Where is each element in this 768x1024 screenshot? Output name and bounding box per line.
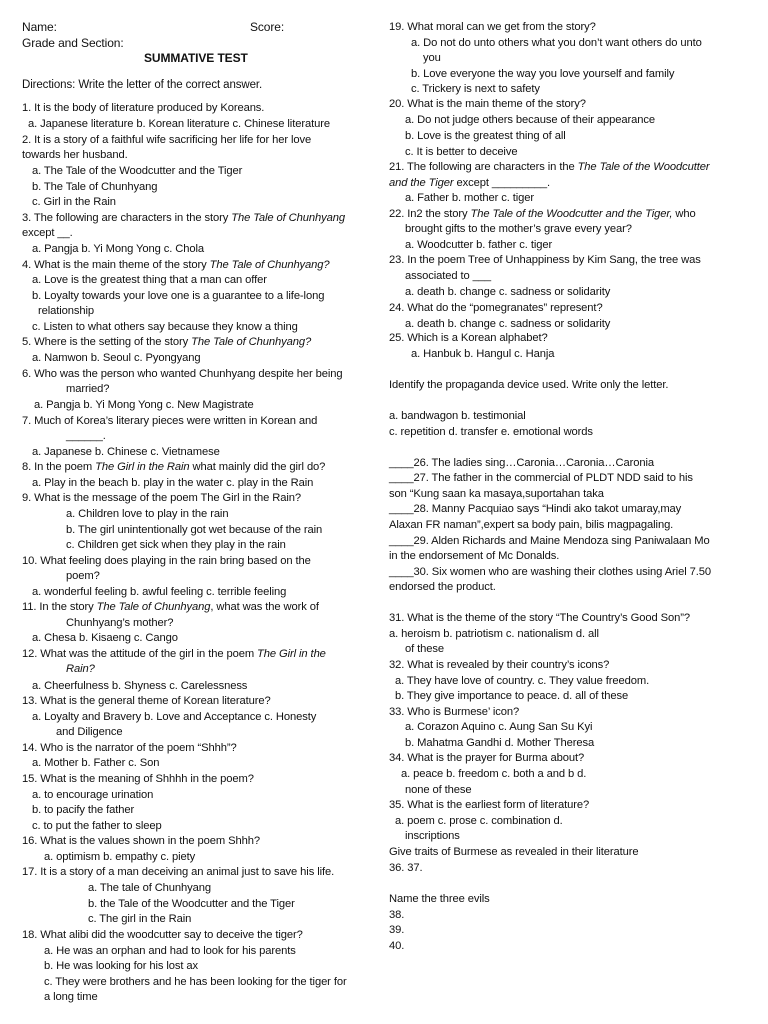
- question-line: b. He was looking for his lost ax: [44, 960, 199, 972]
- question-line: ____28. Manny Pacquiao says “Hindi ako takot umaray,may: [389, 503, 682, 515]
- question-line: 35. What is the earliest form of literature?: [389, 799, 590, 811]
- question-line: a. optimism b. empathy c. piety: [44, 851, 196, 863]
- question-line: c. The girl in the Rain: [88, 913, 192, 925]
- question-line: 3. The following are characters in the story The Tale of Chunhyang: [22, 212, 346, 224]
- question-line: 31. What is the theme of the story “The Country’s Good Son”?: [389, 612, 690, 624]
- question-line: 4. What is the main theme of the story The Tale of Chunhyang?: [22, 259, 330, 271]
- question-line: Identify the propaganda device used. Write only the letter.: [389, 379, 669, 391]
- question-line: 39.: [389, 924, 405, 936]
- page-title: SUMMATIVE TEST: [144, 51, 248, 65]
- question-line: 17. It is a story of a man deceiving an animal just to save his life.: [22, 866, 335, 878]
- question-line: a. peace b. freedom c. both a and b d.: [401, 768, 587, 780]
- question-line: a. Pangja b. Yi Mong Yong c. Chola: [32, 243, 204, 255]
- question-line: poem?: [66, 570, 100, 582]
- question-line: ____27. The father in the commercial of PLDT NDD said to his: [389, 472, 693, 484]
- question-line: a. death b. change c. sadness or solidarity: [405, 286, 611, 298]
- question-line: 5. Where is the setting of the story The Tale of Chunhyang?: [22, 336, 312, 348]
- question-line: b. Mahatma Gandhi d. Mother Theresa: [405, 737, 595, 749]
- question-line: ____26. The ladies sing…Caronia…Caronia…Caronia: [389, 457, 654, 469]
- question-line: a. bandwagon b. testimonial: [389, 410, 526, 422]
- question-line: a. Children love to play in the rain: [66, 508, 229, 520]
- question-line: 15. What is the meaning of Shhhh in the poem?: [22, 773, 254, 785]
- question-line: a. Japanese literature b. Korean literature c. Chinese literature: [28, 118, 330, 130]
- question-line: b. Love is the greatest thing of all: [405, 130, 566, 142]
- question-line: 10. What feeling does playing in the rain bring based on the: [22, 555, 311, 567]
- question-line: b. the Tale of the Woodcutter and the Tiger: [88, 898, 295, 910]
- question-line: c. They were brothers and he has been looking for the tiger for: [44, 976, 347, 988]
- question-line: a. He was an orphan and had to look for his parents: [44, 945, 296, 957]
- question-line: 24. What do the “pomegranates” represent?: [389, 302, 603, 314]
- question-line: 2. It is a story of a faithful wife sacrificing her life for her love: [22, 134, 312, 146]
- question-line: 19. What moral can we get from the story?: [389, 21, 596, 33]
- question-line: a. Cheerfulness b. Shyness c. Carelessness: [32, 680, 248, 692]
- question-line: c. Girl in the Rain: [32, 196, 116, 208]
- question-line: 11. In the story The Tale of Chunhyang, what was the work of: [22, 601, 319, 613]
- question-line: a. Hanbuk b. Hangul c. Hanja: [411, 348, 555, 360]
- question-line: a. Do not judge others because of their appearance: [405, 114, 656, 126]
- question-line: c. It is better to deceive: [405, 146, 518, 158]
- question-line: 20. What is the main theme of the story?: [389, 98, 586, 110]
- directions: Directions: Write the letter of the correct answer.: [22, 79, 263, 91]
- question-line: a. Loyalty and Bravery b. Love and Acceptance c. Honesty: [32, 711, 317, 723]
- question-line: a. Play in the beach b. play in the water c. play in the Rain: [32, 477, 314, 489]
- question-line: a. Do not do unto others what you don’t want others do unto: [411, 37, 702, 49]
- question-line: 33. Who is Burmese’ icon?: [389, 706, 520, 718]
- score-label: Score:: [250, 20, 285, 34]
- question-line: a. Pangja b. Yi Mong Yong c. New Magistrate: [34, 399, 254, 411]
- question-line: 12. What was the attitude of the girl in the poem The Girl in the: [22, 648, 326, 660]
- question-line: in the endorsement of Mc Donalds.: [389, 550, 560, 562]
- question-line: c. repetition d. transfer e. emotional words: [389, 426, 593, 438]
- question-line: Rain?: [66, 663, 95, 675]
- question-line: Alaxan FR naman”,expert sa body pain, bilis magpagaling.: [389, 519, 674, 531]
- question-line: b. The Tale of Chunhyang: [32, 181, 158, 193]
- question-line: married?: [66, 383, 110, 395]
- question-line: 40.: [389, 940, 405, 952]
- question-line: 13. What is the general theme of Korean literature?: [22, 695, 271, 707]
- question-line: a. poem c. prose c. combination d.: [395, 815, 563, 827]
- question-line: a. Father b. mother c. tiger: [405, 192, 535, 204]
- question-line: brought gifts to the mother’s grave every year?: [405, 223, 632, 235]
- question-line: 34. What is the prayer for Burma about?: [389, 752, 585, 764]
- question-line: 7. Much of Korea’s literary pieces were written in Korean and: [22, 415, 318, 427]
- question-line: a. Namwon b. Seoul c. Pyongyang: [32, 352, 201, 364]
- question-line: except __.: [22, 227, 73, 239]
- question-line: Give traits of Burmese as revealed in their literature: [389, 846, 639, 858]
- question-line: none of these: [405, 784, 472, 796]
- question-line: and the Tiger except _________.: [389, 177, 551, 189]
- question-line: a. The Tale of the Woodcutter and the Tiger: [32, 165, 243, 177]
- question-line: a. Japanese b. Chinese c. Vietnamese: [32, 446, 220, 458]
- question-line: a. Woodcutter b. father c. tiger: [405, 239, 553, 251]
- question-line: Name the three evils: [389, 893, 490, 905]
- question-line: 8. In the poem The Girl in the Rain what mainly did the girl do?: [22, 461, 326, 473]
- question-line: 1. It is the body of literature produced by Koreans.: [22, 102, 265, 114]
- question-line: you: [423, 52, 441, 64]
- question-line: a. Mother b. Father c. Son: [32, 757, 160, 769]
- question-line: and Diligence: [56, 726, 123, 738]
- question-line: b. The girl unintentionally got wet because of the rain: [66, 524, 323, 536]
- question-line: inscriptions: [405, 830, 460, 842]
- grade-section-label: Grade and Section:: [22, 36, 124, 50]
- question-line: a. They have love of country. c. They value freedom.: [395, 675, 650, 687]
- question-line: 9. What is the message of the poem The Girl in the Rain?: [22, 492, 301, 504]
- question-line: b. They give importance to peace. d. all of these: [395, 690, 629, 702]
- question-line: c. to put the father to sleep: [32, 820, 162, 832]
- question-line: 36. 37.: [389, 862, 423, 874]
- question-line: relationship: [38, 305, 95, 317]
- question-line: towards her husband.: [22, 149, 128, 161]
- question-line: ______.: [66, 430, 106, 442]
- question-line: ____29. Alden Richards and Maine Mendoza sing Paniwalaan Mo: [389, 535, 710, 547]
- question-line: ____30. Six women who are washing their clothes using Ariel 7.50: [389, 566, 711, 578]
- question-line: endorsed the product.: [389, 581, 496, 593]
- question-line: b. to pacify the father: [32, 804, 135, 816]
- question-line: a. to encourage urination: [32, 789, 154, 801]
- question-line: b. Love everyone the way you love yourself and family: [411, 68, 675, 80]
- question-line: a. wonderful feeling b. awful feeling c. terrible feeling: [32, 586, 287, 598]
- question-line: c. Listen to what others say because they know a thing: [32, 321, 298, 333]
- question-line: a. Love is the greatest thing that a man can offer: [32, 274, 267, 286]
- question-line: b. Loyalty towards your love one is a guarantee to a life-long: [32, 290, 325, 302]
- question-line: c. Trickery is next to safety: [411, 83, 540, 95]
- question-line: a. death b. change c. sadness or solidarity: [405, 318, 611, 330]
- question-line: 18. What alibi did the woodcutter say to deceive the tiger?: [22, 929, 303, 941]
- question-line: 22. In2 the story The Tale of the Woodcutter and the Tiger, who: [389, 208, 696, 220]
- question-line: son “Kung saan ka masaya,suportahan taka: [389, 488, 604, 500]
- question-line: 16. What is the values shown in the poem Shhh?: [22, 835, 260, 847]
- question-line: 23. In the poem Tree of Unhappiness by Kim Sang, the tree was: [389, 254, 701, 266]
- question-line: Chunhyang’s mother?: [66, 617, 174, 629]
- question-line: of these: [405, 643, 445, 655]
- question-line: a long time: [44, 991, 98, 1003]
- question-line: 25. Which is a Korean alphabet?: [389, 332, 548, 344]
- question-line: a. Corazon Aquino c. Aung San Su Kyi: [405, 721, 593, 733]
- name-label: Name:: [22, 20, 57, 34]
- question-line: 14. Who is the narrator of the poem “Shhh”?: [22, 742, 237, 754]
- question-line: associated to ___: [405, 270, 491, 282]
- question-line: 21. The following are characters in the The Tale of the Woodcutter: [389, 161, 710, 173]
- question-line: a. Chesa b. Kisaeng c. Cango: [32, 632, 178, 644]
- question-line: a. heroism b. patriotism c. nationalism d. all: [389, 628, 599, 640]
- question-line: 32. What is revealed by their country’s icons?: [389, 659, 610, 671]
- question-line: 38.: [389, 909, 405, 921]
- question-line: a. The tale of Chunhyang: [88, 882, 212, 894]
- question-line: c. Children get sick when they play in the rain: [66, 539, 286, 551]
- question-line: 6. Who was the person who wanted Chunhyang despite her being: [22, 368, 343, 380]
